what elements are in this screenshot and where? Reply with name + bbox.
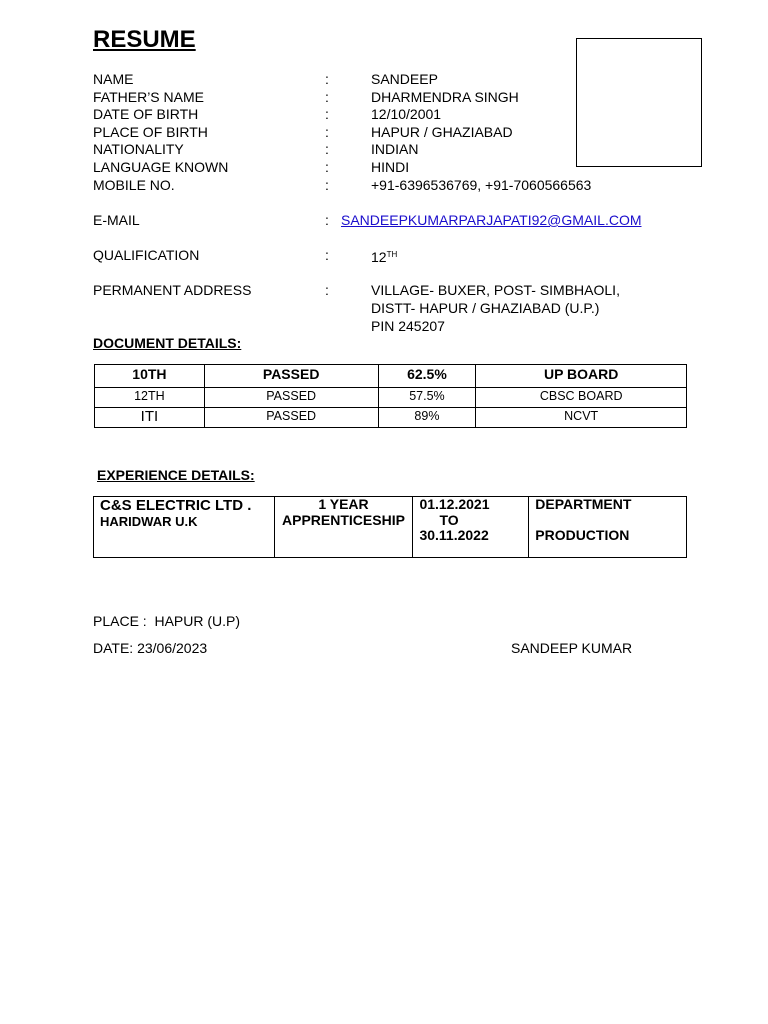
info-row-father-name: [93, 88, 693, 106]
info-label: MOBILE NO.: [93, 177, 175, 193]
info-value: HINDI: [371, 159, 410, 175]
colon: :: [325, 89, 329, 105]
info-row-place-of-birth: [93, 123, 693, 141]
colon: :: [325, 177, 329, 193]
address-line: PIN 245207: [371, 318, 445, 334]
table-row: [95, 408, 687, 428]
info-row-nationality: [93, 140, 693, 158]
experience-details-table: [93, 496, 687, 558]
info-value: [371, 246, 397, 266]
info-label: E-MAIL: [93, 212, 140, 228]
info-label: QUALIFICATION: [93, 247, 200, 263]
info-row-name: [93, 70, 693, 88]
info-label: NATIONALITY: [93, 141, 184, 157]
department-cell: [529, 497, 687, 558]
signature-name: SANDEEP KUMAR: [511, 640, 633, 656]
info-label: NAME: [93, 71, 134, 87]
table-cell: NCVT: [476, 408, 687, 428]
duration-line: 1 YEAR: [318, 496, 369, 512]
department-label: DEPARTMENT: [535, 496, 632, 512]
colon: :: [325, 141, 329, 157]
place-value: HAPUR (U.P): [154, 613, 241, 629]
info-value: INDIAN: [371, 141, 419, 157]
duration-cell: [274, 497, 413, 558]
date-label: DATE:: [93, 640, 134, 656]
address-line: VILLAGE- BUXER, POST- SIMBHAOLI,: [371, 282, 620, 298]
document-details-heading: DOCUMENT DETAILS:: [93, 335, 242, 351]
qualification-value: 12: [371, 249, 387, 265]
table-row: [94, 497, 687, 558]
company-name: C&S ELECTRIC LTD .: [100, 497, 252, 514]
table-cell: 12TH: [95, 388, 205, 408]
department-value: PRODUCTION: [535, 526, 630, 543]
address-line: DISTT- HAPUR / GHAZIABAD (U.P.): [371, 300, 600, 316]
colon: :: [325, 124, 329, 140]
info-value: 12/10/2001: [371, 106, 442, 122]
table-cell: 10TH: [95, 365, 205, 388]
place-line: [93, 612, 240, 630]
company-location: HARIDWAR U.K: [100, 513, 198, 529]
table-row: [95, 388, 687, 408]
table-cell: 62.5%: [378, 365, 476, 388]
table-row: [95, 365, 687, 388]
table-cell: 57.5%: [378, 388, 476, 408]
info-label: DATE OF BIRTH: [93, 106, 199, 122]
info-row-email: [93, 211, 693, 229]
period-cell: [413, 497, 529, 558]
info-value: DHARMENDRA SINGH: [371, 89, 519, 105]
info-row-qualification: [93, 246, 693, 264]
table-cell: ITI: [95, 408, 205, 428]
colon: :: [325, 106, 329, 122]
colon: :: [325, 212, 329, 228]
table-cell: 89%: [378, 408, 476, 428]
company-cell: [94, 497, 275, 558]
info-row-language: [93, 158, 693, 176]
info-label: PLACE OF BIRTH: [93, 124, 208, 140]
info-value: +91-6396536769, +91-7060566563: [371, 177, 592, 193]
experience-details-heading: EXPERIENCE DETAILS:: [97, 467, 255, 483]
resume-title: RESUME: [93, 26, 196, 53]
colon: :: [325, 282, 329, 298]
date-line: [93, 639, 207, 657]
duration-type: APPRENTICESHIP: [282, 511, 405, 528]
info-label: FATHER’S NAME: [93, 89, 204, 105]
qualification-superscript: TH: [386, 250, 398, 259]
info-row-date-of-birth: [93, 105, 693, 123]
colon: :: [325, 71, 329, 87]
info-row-mobile: [93, 176, 693, 194]
info-value: HAPUR / GHAZIABAD: [371, 124, 513, 140]
date-value: 23/06/2023: [137, 640, 208, 656]
email-link[interactable]: SANDEEPKUMARPARJAPATI92@GMAIL.COM: [341, 212, 642, 228]
table-cell: PASSED: [204, 408, 378, 428]
department-spacer: [529, 513, 686, 528]
table-cell: PASSED: [204, 388, 378, 408]
colon: :: [325, 159, 329, 175]
info-value: SANDEEP: [371, 71, 438, 87]
table-cell: UP BOARD: [476, 365, 687, 388]
document-details-table: [94, 364, 687, 428]
place-label: PLACE :: [93, 613, 147, 629]
date-to: 30.11.2022: [419, 527, 489, 543]
info-label: LANGUAGE KNOWN: [93, 159, 229, 175]
info-label: PERMANENT ADDRESS: [93, 282, 252, 298]
date-to-word: TO: [439, 511, 459, 528]
date-from: 01.12.2021: [419, 496, 490, 512]
colon: :: [325, 247, 329, 263]
table-cell: PASSED: [204, 365, 378, 388]
table-cell: CBSC BOARD: [476, 388, 687, 408]
